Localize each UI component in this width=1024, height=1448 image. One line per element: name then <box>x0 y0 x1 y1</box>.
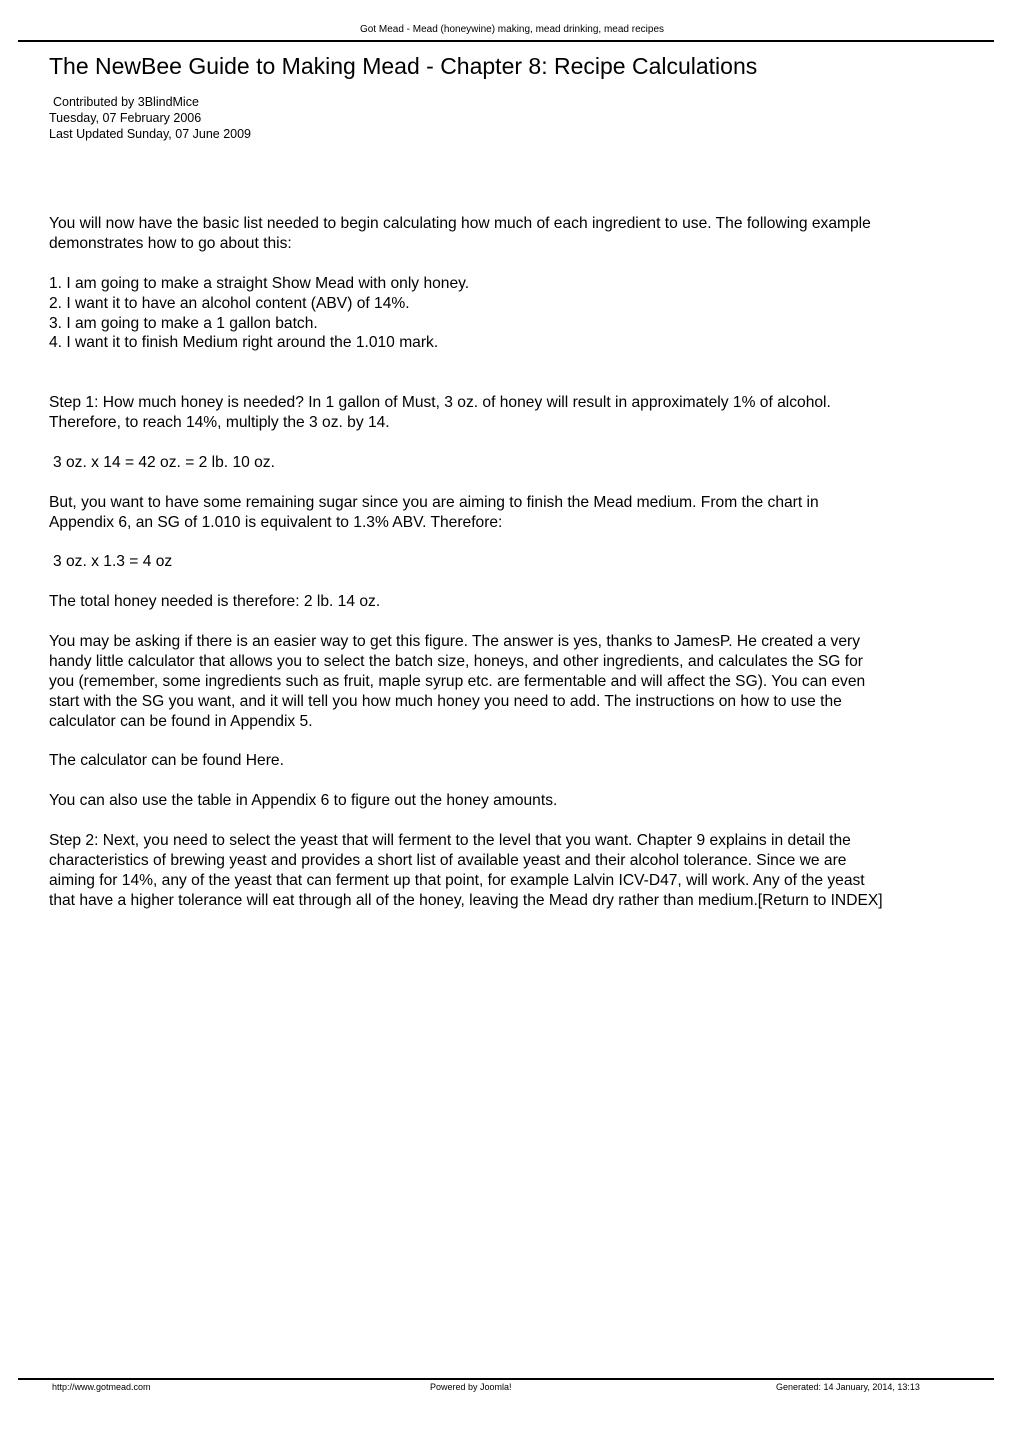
footer-url[interactable]: http://www.gotmead.com <box>52 1382 151 1392</box>
site-header-title: Got Mead - Mead (honeywine) making, mead drinking, mead recipes <box>359 24 665 35</box>
footer-generated-date: Generated: 14 January, 2014, 13:13 <box>776 1382 920 1392</box>
calculator-here-link[interactable]: Here <box>245 752 280 770</box>
list-item: 4. I want it to finish Medium right around the 1.010 mark. <box>49 334 439 352</box>
calculator-info-line: calculator can be found in Appendix 5. <box>49 712 313 730</box>
step2-line: characteristics of brewing yeast and provides a short list of available yeast and their alcohol tolerance. Since we are <box>49 851 847 869</box>
sugar-line: But, you want to have some remaining sugar since you are aiming to finish the Mead medium. From the chart in <box>49 493 819 511</box>
step1-line: Step 1: How much honey is needed? In 1 gallon of Must, 3 oz. of honey will result in approximately 1% of alcohol. <box>49 394 831 412</box>
calculation-line: 3 oz. x 14 = 42 oz. = 2 lb. 10 oz. <box>53 453 275 471</box>
list-item: 2. I want it to have an alcohol content (ABV) of 14%. <box>49 294 410 312</box>
step2-line: Step 2: Next, you need to select the yeast that will ferment to the level that you want. Chapter 9 explains in detail the <box>49 831 851 849</box>
calculator-info-line: handy little calculator that allows you to select the batch size, honeys, and other ingredients, and calculates the SG for <box>49 652 863 670</box>
article-updated-date: Last Updated Sunday, 07 June 2009 <box>49 127 252 141</box>
calculator-prefix: The calculator can be found <box>49 752 246 770</box>
article-created-date: Tuesday, 07 February 2006 <box>49 111 202 125</box>
list-item: 1. I am going to make a straight Show Mead with only honey. <box>49 274 470 292</box>
total-line: The total honey needed is therefore: 2 lb. 14 oz. <box>49 593 381 611</box>
sugar-line: Appendix 6, an SG of 1.010 is equivalent to 1.3% ABV. Therefore: <box>49 513 503 531</box>
list-item: 3. I am going to make a 1 gallon batch. <box>49 314 318 332</box>
calculator-info-line: you (remember, some ingredients such as fruit, maple syrup etc. are fermentable and will affect the SG). You can even <box>49 672 866 690</box>
calculator-link-line <box>49 751 984 771</box>
article-meta <box>49 94 251 142</box>
article-title: The NewBee Guide to Making Mead - Chapter 8: Recipe Calculations <box>49 53 758 79</box>
article-author: Contributed by 3BlindMice <box>53 95 199 109</box>
intro-line: demonstrates how to go about this: <box>49 234 292 252</box>
return-to-index-link[interactable]: [Return to INDEX] <box>757 891 883 909</box>
step2-line: aiming for 14%, any of the yeast that can ferment up that point, for example Lalvin ICV-D47, will work. Any of the yeast <box>49 871 865 889</box>
calculator-suffix: . <box>279 752 284 770</box>
table-line: You can also use the table in Appendix 6 to figure out the honey amounts. <box>49 792 558 810</box>
calculation-line: 3 oz. x 1.3 = 4 oz <box>53 553 173 571</box>
step1-line: Therefore, to reach 14%, multiply the 3 oz. by 14. <box>49 414 390 432</box>
step2-line <box>49 891 984 911</box>
footer-powered-by: Powered by Joomla! <box>430 1382 512 1392</box>
footer-divider <box>18 1378 994 1380</box>
calculator-info-line: start with the SG you want, and it will tell you how much honey you need to add. The instructions on how to use the <box>49 692 842 710</box>
article-body <box>49 214 984 911</box>
header-divider <box>18 40 994 42</box>
intro-line: You will now have the basic list needed to begin calculating how much of each ingredient to use. The following example <box>49 215 871 232</box>
step2-last-text: that have a higher tolerance will eat through all of the honey, leaving the Mead dry rather than medium. <box>49 891 758 909</box>
calculator-info-line: You may be asking if there is an easier way to get this figure. The answer is yes, thanks to JamesP. He created a very <box>49 632 861 650</box>
